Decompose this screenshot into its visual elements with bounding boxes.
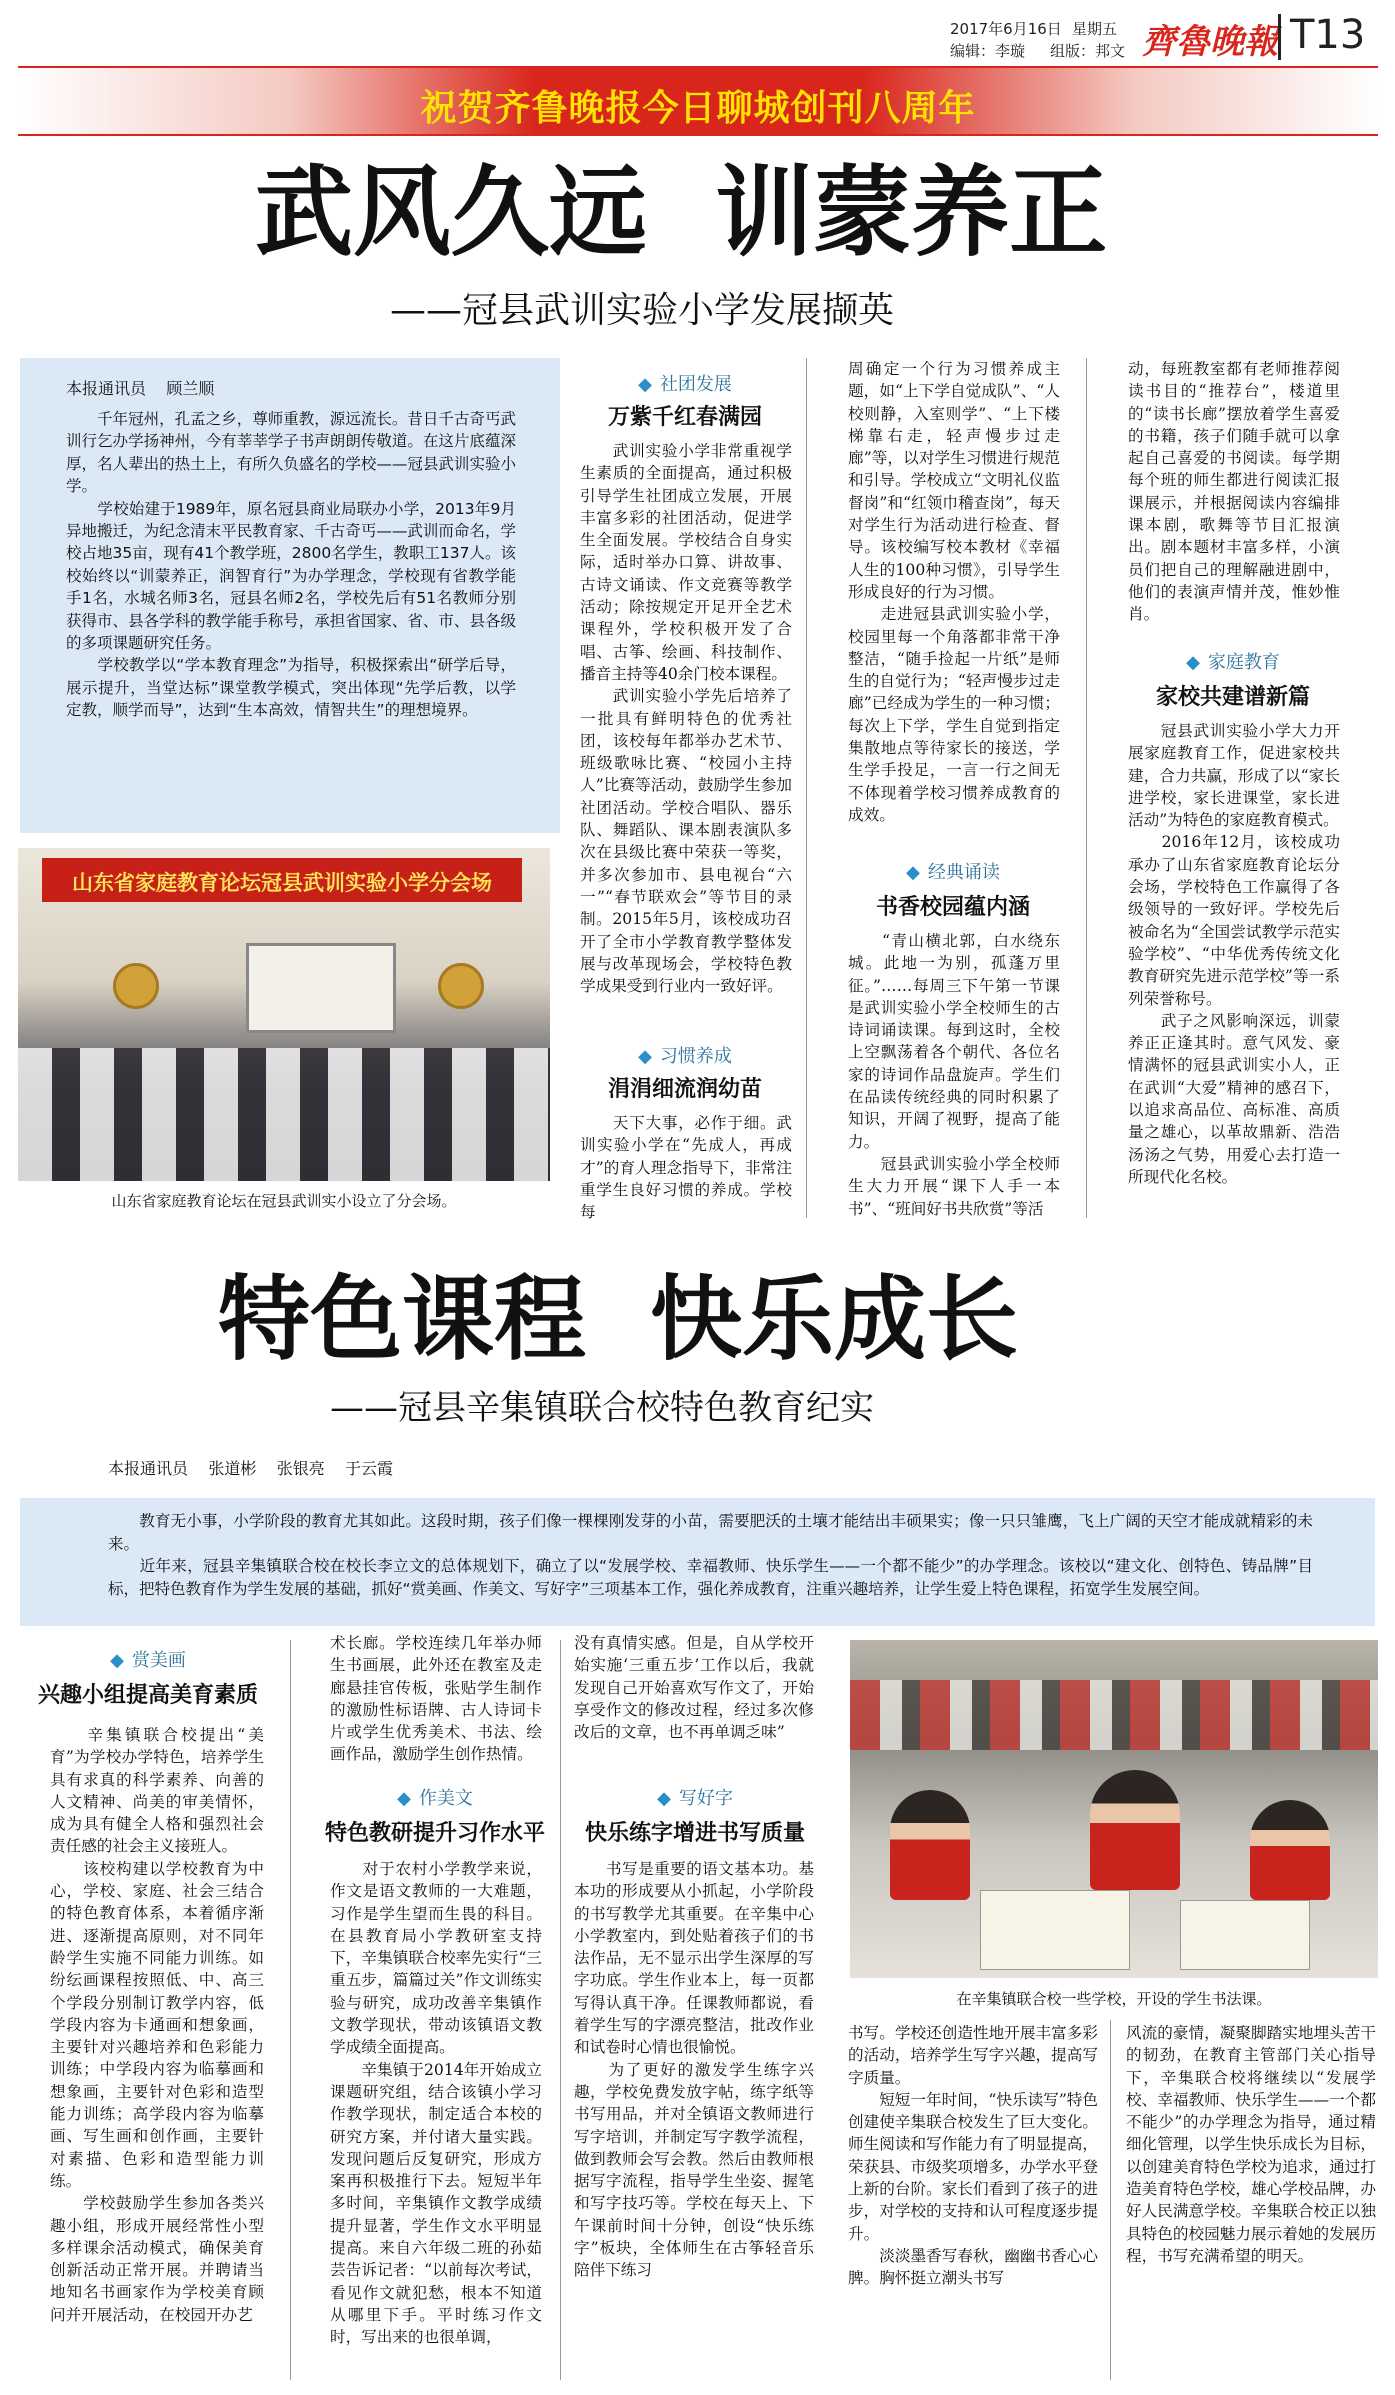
- article1-sec3-title: 书香校园蕴内涵: [875, 895, 1030, 920]
- header-editor: 编辑：李璇: [950, 42, 1026, 60]
- article2-col1-text: 辛集镇联合校提出“美育”为学校办学特色，培养学生具有求真的科学素养、向善的人文精神、尚美的审美情怀，成为具有健全人格和强烈社会责任感的社会主义接班人。 该校构建以学校教育为中心，学校、家庭、社会三结合的特色教育体系，本着循序渐进、逐渐提高原则，对不同年龄学生实施不同能力训练。如纷纭画课程按照低、中、高三个学段分别制订教学内容，低学段内容为卡通画和想象画，主要针对兴趣培养和色彩能力训练；中学段内容为临摹画和想象画，主要针对色彩和造型能力训练；高学段内容为临摹画、写生画和创作画，主要针对素描、色彩和造型能力训练。 学校鼓励学生参加各类兴趣小组，形成开展经常性小型多样课余活动模式，确保美育创新活动正常开展。并聘请当地知名书画家作为学校美育顾问并开展活动，在校园开办艺: [50, 1726, 264, 2324]
- article1-col2-tail: 天下大事，必作于细。武训实验小学在“先成人，再成才”的育人理念指导下，非常注重学生良好习惯的养成。学校每: [580, 1114, 792, 1222]
- article1-sec4-title: 家校共建谱新篇: [1155, 685, 1310, 710]
- diamond-icon: ◆: [657, 1788, 671, 1809]
- sec-label-text: 作美文: [418, 1788, 473, 1809]
- article2-sec3-title: 快乐练字增进书写质量: [584, 1821, 805, 1846]
- student-front-right: [1250, 1800, 1330, 1900]
- page-number: T13: [1290, 12, 1366, 58]
- article2-sec2-title: 特色教研提升习作水平: [324, 1821, 545, 1846]
- header-divider: [1278, 14, 1281, 60]
- article2-sec1-label: [20, 1646, 276, 1672]
- article2-sec2-label: [322, 1784, 548, 1810]
- article1-col2-text: 武训实验小学非常重视学生素质的全面提高，通过积极引导学生社团成立发展，开展丰富多彩的社团活动，促进学生全面发展。学校结合自身实际，适时举办口算、讲故事、古诗文诵读、作文竞赛等教学活动；除按规定开足开全艺术课程外，学校积极开发了合唱、古筝、绘画、科技制作、播音主持等40余门校本课程。 武训实验小学先后培养了一批具有鲜明特色的优秀社团，该校每年都举办艺术节、班级歌咏比赛、“校园小主持人”比赛等活动，鼓励学生参加社团活动。学校合唱队、器乐队、舞蹈队、课本剧表演队多次在县级比赛中荣获一等奖，并多次参加市、县电视台“六一”“春节联欢会”等节目的录制。2015年5月，该校成功召开了全市小学教育教学整体发展与改革现场会，学校特色教学成果受到行业内一致好评。: [580, 442, 792, 996]
- diamond-icon: ◆: [397, 1788, 411, 1809]
- article2-col5-text: 风流的豪情，凝聚脚踏实地埋头苦干的韧劲，在教育主管部门关心指导下，辛集联合校将继续以“发展学校、幸福教师、快乐学生——一个都不能少”的办学理念为指导，通过精细化管理，以学生快乐成长为目标，以创建美育特色学校为追求，通过打造美育特色学校，雄心学校品牌，办好人民满意学校。辛集联合校正以独具特色的校园魅力展示着她的发展历程，书写充满希望的明天。: [1126, 2024, 1376, 2265]
- column-rule: [806, 358, 807, 1218]
- article2-intro-box: [20, 1498, 1375, 1626]
- sec-label-text: 写好字: [678, 1788, 733, 1809]
- article1-intro: 千年冠州，孔孟之乡，尊师重教，源远流长。昔日千古奇丐武训行乞办学扬神州，今有莘莘学子书声朗朗传敬道。在这片底蕴深厚，名人辈出的热土上，有所久负盛名的学校——冠县武训实验小学。 学校始建于1989年，原名冠县商业局联办小学，2013年9月异地搬迁，为纪念清末平民教育家、千古奇丐——武训而命名，学校占地35亩，现有41个教学班，2800名学生，教职工137人。该校始终以“训蒙养正，润智育行”为办学理念，学校现有省教学能手1名，水城名师3名，冠县名师2名，学校先后有51名教师分别获得市、县各学科的教学能手称号，承担省国家、省、市、县各级的多项课题研究任务。 学校教学以“学本教育理念”为指导，积极探索出“研学后导，展示提升，当堂达标”课堂教学模式，突出体现“先学后教，以学定教，顺学而导”，达到“生本高效，情智共生”的理想境界。: [66, 410, 516, 720]
- article1-title: 武风久远 训蒙养正: [255, 156, 1108, 270]
- header-weekday: 星期五: [1072, 20, 1118, 38]
- article2-col2-tail: 对于农村小学教学来说，作文是语文教师的一大难题，习作是学生望而生畏的科目。在县教育局小学教研室支持下，辛集镇联合校率先实行“三重五步，篇篇过关”作文训练实验与研究，成功改善辛集镇作文教学现状，带动该镇语文教学成绩全面提高。 辛集镇于2014年开始成立课题研究组，结合该镇小学习作教学现状，制定适合本校的研究方案，并付诸大量实践。发现问题后反复研究，形成方案再积极推行下去。短短半年多时间，辛集镇作文教学成绩提升显著，学生作文水平明显提高。来自六年级二班的孙茹芸告诉记者：“以前每次考试，看见作文就犯愁，根本不知道从哪里下手。平时练习作文时，写出来的也很单调，: [330, 1860, 542, 2347]
- diamond-icon: ◆: [1186, 652, 1200, 673]
- article2-sec1-title: 兴趣小组提高美育素质: [37, 1683, 258, 1708]
- article2-photo: [850, 1640, 1378, 1978]
- article2-col2-text: 术长廊。学校连续几年举办师生书画展，此外还在教室及走廊悬挂官传板，张贴学生制作的激励性标语牌、古人诗词卡片或学生优秀美术、书法、绘画作品，激励学生创作热情。: [330, 1634, 542, 1764]
- article1-sec1-title: 万紫千红春满园: [607, 405, 762, 430]
- article2-col3-tail: 书写是重要的语文基本功。基本功的形成要从小抓起，小学阶段的书写教学尤其重要。在辛集中心小学教室内，到处贴着孩子们的书法作品，无不显示出学生深厚的写字功底。学生作业本上，每一页都写得认真干净。任课教师都说，看着学生写的字漂亮整洁，批改作业和试卷时心情也很愉悦。 为了更好的激发学生练字兴趣，学校免费发放字帖，练字纸等书写用品，并对全镇语文教师进行写字培训，并制定写字教学流程，做到教师会写会教。然后由教师根据写字流程，指导学生坐姿、握笔和写字技巧等。学校在每天上、下午课前时间十分钟，创设“快乐练字”板块，全体师生在古筝轻音乐陪伴下练习: [574, 1860, 814, 2280]
- header-layout: 组版：邦文: [1050, 42, 1126, 60]
- article2-photo-caption: 在辛集镇联合校一些学校，开设的学生书法课。: [956, 1990, 1272, 2008]
- article2-byline: 本报通讯员 张道彬 张银亮 于云霞: [108, 1459, 394, 1478]
- article1-byline: 本报通讯员 顾兰顺: [66, 379, 215, 398]
- sec-label-text: 家庭教育: [1207, 652, 1280, 673]
- article1-sec4-label: [1120, 648, 1346, 674]
- diamond-icon: ◆: [906, 862, 920, 883]
- sec-label-text: 经典诵读: [927, 862, 1000, 883]
- sec-label-text: 赏美画: [131, 1650, 186, 1671]
- diamond-icon: ◆: [638, 374, 652, 395]
- newspaper-logo: 齊魯晚報: [1142, 22, 1278, 62]
- students-back-row: [850, 1680, 1378, 1750]
- article1-sec3-label: [840, 858, 1066, 884]
- article2-title: 特色课程 快乐成长: [218, 1266, 1019, 1373]
- stage-emblem-right: [438, 963, 484, 1009]
- article1-subtitle: ——冠县武训实验小学发展撷英: [390, 290, 895, 331]
- photo-banner-text: 山东省家庭教育论坛冠县武训实验小学分会场: [72, 871, 492, 895]
- student-front-mid: [1090, 1770, 1180, 1890]
- article1-intro-box: [20, 358, 560, 833]
- column-rule: [290, 1640, 291, 2380]
- calligraphy-paper-2: [1180, 1900, 1310, 1970]
- article1-photo: [18, 848, 550, 1181]
- article1-sec2-title: 涓涓细流润幼苗: [607, 1077, 762, 1102]
- article1-col3-tail: “青山横北郭，白水绕东城。此地一为别，孤蓬万里征。”……每周三下午第一节课是武训实验小学全校师生的古诗词诵读课。每到这时，全校上空飘荡着各个朝代、各位名家的诗词作品盘旋声。学生们在品读传统经典的同时积累了知识，开阔了视野，提高了能力。 冠县武训实验小学全校师生大力开展“课下人手一本书”、“班间好书共欣赏”等活: [848, 932, 1060, 1218]
- article1-photo-caption: 山东省家庭教育论坛在冠县武训实小设立了分会场。: [111, 1192, 457, 1210]
- stage-emblem: [113, 963, 159, 1009]
- calligraphy-paper: [980, 1890, 1130, 1970]
- column-rule: [1110, 2020, 1111, 2380]
- article2-col3-text: 没有真情实感。但是，自从学校开始实施‘三重五步’工作以后，我就发现自己开始喜欢写作文了，开始享受作文的修改过程，经过多次修改后的文章，也不再单调乏味”: [574, 1634, 814, 1742]
- article1-col4-text: 动，每班教室都有老师推荐阅读书目的“推荐台”，楼道里的“读书长廊”摆放着学生喜爱的书籍，孩子们随手就可以拿起自己喜爱的书阅读。每学期每个班的师生都进行阅读汇报课展示，并根据阅读内容编排课本剧，歌舞等节目汇报演出。剧本题材丰富多样，小演员们把自己的理解融进剧中，他们的表演声情并茂，惟妙惟肖。: [1128, 360, 1340, 624]
- article1-sec2-label: [572, 1042, 798, 1068]
- sec-label-text: 习惯养成: [659, 1046, 732, 1067]
- article1-col4-tail: 冠县武训实验小学大力开展家庭教育工作，促进家校共建，合力共赢，形成了以“家长进学校，家长进课堂，家长进活动”为特色的家庭教育模式。 2016年12月，该校成功承办了山东省家庭教育论坛分会场，学校特色工作赢得了各级领导的一致好评。学校先后被命名为“全国尝试教学示范实验学校”、“中华优秀传统文化教育研究先进示范学校”等一系列荣誉称号。 武子之风影响深远，训蒙养正正逢其时。意气风发、豪情满怀的冠县武训实小人，正在武训“大爱”精神的感召下，以追求高品位、高标准、高质量之雄心，以革故鼎新、浩浩汤汤之气势，用爱心去打造一所现代化名校。: [1128, 722, 1340, 1186]
- page-header: [0, 0, 1395, 62]
- article2-intro: 教育无小事，小学阶段的教育尤其如此。这段时期，孩子们像一棵棵刚发芽的小苗，需要肥沃的土壤才能结出丰硕果实；像一只只雏鹰，飞上广阔的天空才能成就精彩的未来。 近年来，冠县辛集镇联合校在校长李立文的总体规划下，确立了以“发展学校、幸福教师、快乐学生——一个都不能少”的办学理念。该校以“建文化、创特色、铸品牌”目标，把特色教育作为学生发展的基础，抓好“赏美画、作美文、写好字”三项基本工作，强化养成教育，注重兴趣培养，让学生爱上特色课程，拓宽学生发展空间。: [108, 1512, 1313, 1598]
- article2-subtitle: ——冠县辛集镇联合校特色教育纪实: [330, 1388, 874, 1428]
- article1-col3-text: 周确定一个行为习惯养成主题，如“上下学自觉成队”、“人校则静，入室则学”、“上下楼梯靠右走，轻声慢步过走廊”等，以对学生习惯进行规范和引导。学校成立“文明礼仪监督岗”和“红领巾稽查岗”，每天对学生行为活动进行检查、督导。该校编写校本教材《幸福人生的100种习惯》，引导学生形成良好的行为习惯。 走进冠县武训实验小学，校园里每一个角落都非常干净整洁，“随手捡起一片纸”是师生的自觉行为；“轻声慢步过走廊”已经成为学生的一种习惯；每次上下学，学生自觉到指定集散地点等待家长的接送，学生学手投足，一言一行之间无不体现着学校习惯养成教育的成效。: [848, 360, 1060, 824]
- photo-banner: [42, 858, 522, 902]
- audience-rows: [18, 1048, 550, 1181]
- student-front-left: [890, 1790, 970, 1900]
- column-rule: [560, 1640, 561, 2380]
- sec-label-text: 社团发展: [659, 374, 732, 395]
- projection-screen: [246, 943, 396, 1033]
- diamond-icon: ◆: [110, 1650, 124, 1671]
- header-date: 2017年6月16日: [950, 20, 1062, 38]
- article1-sec1-label: [572, 370, 798, 396]
- banner-text: 祝贺齐鲁晚报今日聊城创刊八周年: [420, 88, 976, 129]
- article2-col4-text: 书写。学校还创造性地开展丰富多彩的活动，培养学生写字兴趣，提高写字质量。 短短一年时间，“快乐读写”特色创建使辛集联合校发生了巨大变化。师生阅读和写作能力有了明显提高，荣获县、市级奖项增多，办学水平登上新的台阶。家长们看到了孩子的进步，对学校的支持和认可程度逐步提升。 淡淡墨香写春秋，幽幽书香心心脾。胸怀挺立潮头书写: [848, 2024, 1098, 2288]
- column-rule: [1086, 358, 1087, 1218]
- diamond-icon: ◆: [638, 1046, 652, 1067]
- article2-sec3-label: [570, 1784, 820, 1810]
- anniversary-banner: [18, 66, 1378, 136]
